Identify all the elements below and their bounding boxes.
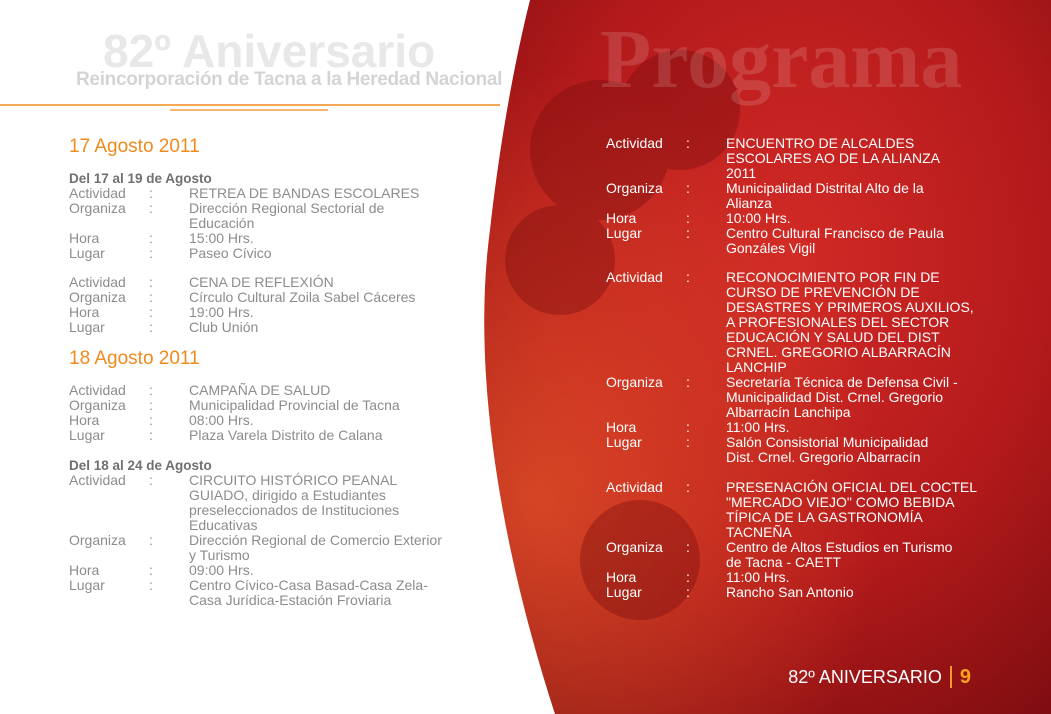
date-heading: 17 Agosto 2011 [69, 136, 200, 157]
page-footer [788, 666, 971, 688]
watermark-programa: Programa [600, 13, 963, 106]
event-block: Actividad : RECONOCIMIENTO POR FIN DE CURSO DE PREVENCIÓN DE DESASTRES Y PRIMEROS AUXILIOS, A PROFESIONALES DEL SECTOR EDUCACIÓN Y SALUD DEL DIST CRNEL. GREGORIO ALBARRACÍN LANCHIP Organiza : Secretaría Técnica de Defensa Civil - Municipalidad Dist. Crnel. Gregorio Albarracín Lanchipa Hora : 11:00 Hrs. Lugar : Salón Consistorial Municipalidad Dist. Crnel. Gregorio Albarracín [606, 269, 974, 465]
page-title: 82º Aniversario [103, 25, 436, 77]
event-block: Actividad : CAMPAÑA DE SALUD Organiza : Municipalidad Provincial de Tacna Hora : 08:00 Hrs. Lugar : Plaza Varela Distrito de Calana [69, 382, 400, 443]
event-block: Actividad : CENA DE REFLEXIÓN Organiza : Círculo Cultural Zoila Sabel Cáceres Hora : 19:00 Hrs. Lugar : Club Unión [69, 274, 416, 335]
footer-text: 82º ANIVERSARIO [788, 667, 942, 687]
page-subtitle: Reincorporación de Tacna a la Heredad Nacional [76, 69, 503, 90]
event-block: Actividad : CIRCUITO HISTÓRICO PEANAL GUIADO, dirigido a Estudiantes preseleccionados de Instituciones Educativas Organiza : Dirección Regional de Comercio Exterior y Turismo Hora : 09:00 Hrs. Lugar : Centro Cívico-Casa Basad-Casa Zela- Casa Jurídica-Estación Froviaria [69, 472, 442, 608]
page-number: 9 [959, 666, 971, 688]
event-block: Actividad : RETREA DE BANDAS ESCOLARES Organiza : Dirección Regional Sectorial de Educación Hora : 15:00 Hrs. Lugar : Paseo Cívico [69, 185, 420, 261]
event-block: Actividad : PRESENACIÓN OFICIAL DEL COCTEL "MERCADO VIEJO" COMO BEBIDA TÍPICA DE LA GASTRONOMÍA TACNEÑA Organiza : Centro de Altos Estudios en Turismo de Tacna - CAETT Hora : 11:00 Hrs. Lugar : Rancho San Antonio [606, 479, 978, 600]
event-block: Actividad : ENCUENTRO DE ALCALDES ESCOLARES AO DE LA ALIANZA 2011 Organiza : Municipalidad Distrital Alto de la Alianza Hora : 10:00 Hrs. Lugar : Centro Cultural Francisco de Paula Gonzáles Vigil [606, 135, 944, 256]
date-range: Del 17 al 19 de Agosto [69, 171, 212, 186]
date-range: Del 18 al 24 de Agosto [69, 458, 212, 473]
date-heading: 18 Agosto 2011 [69, 348, 200, 369]
footer-divider [950, 666, 952, 688]
